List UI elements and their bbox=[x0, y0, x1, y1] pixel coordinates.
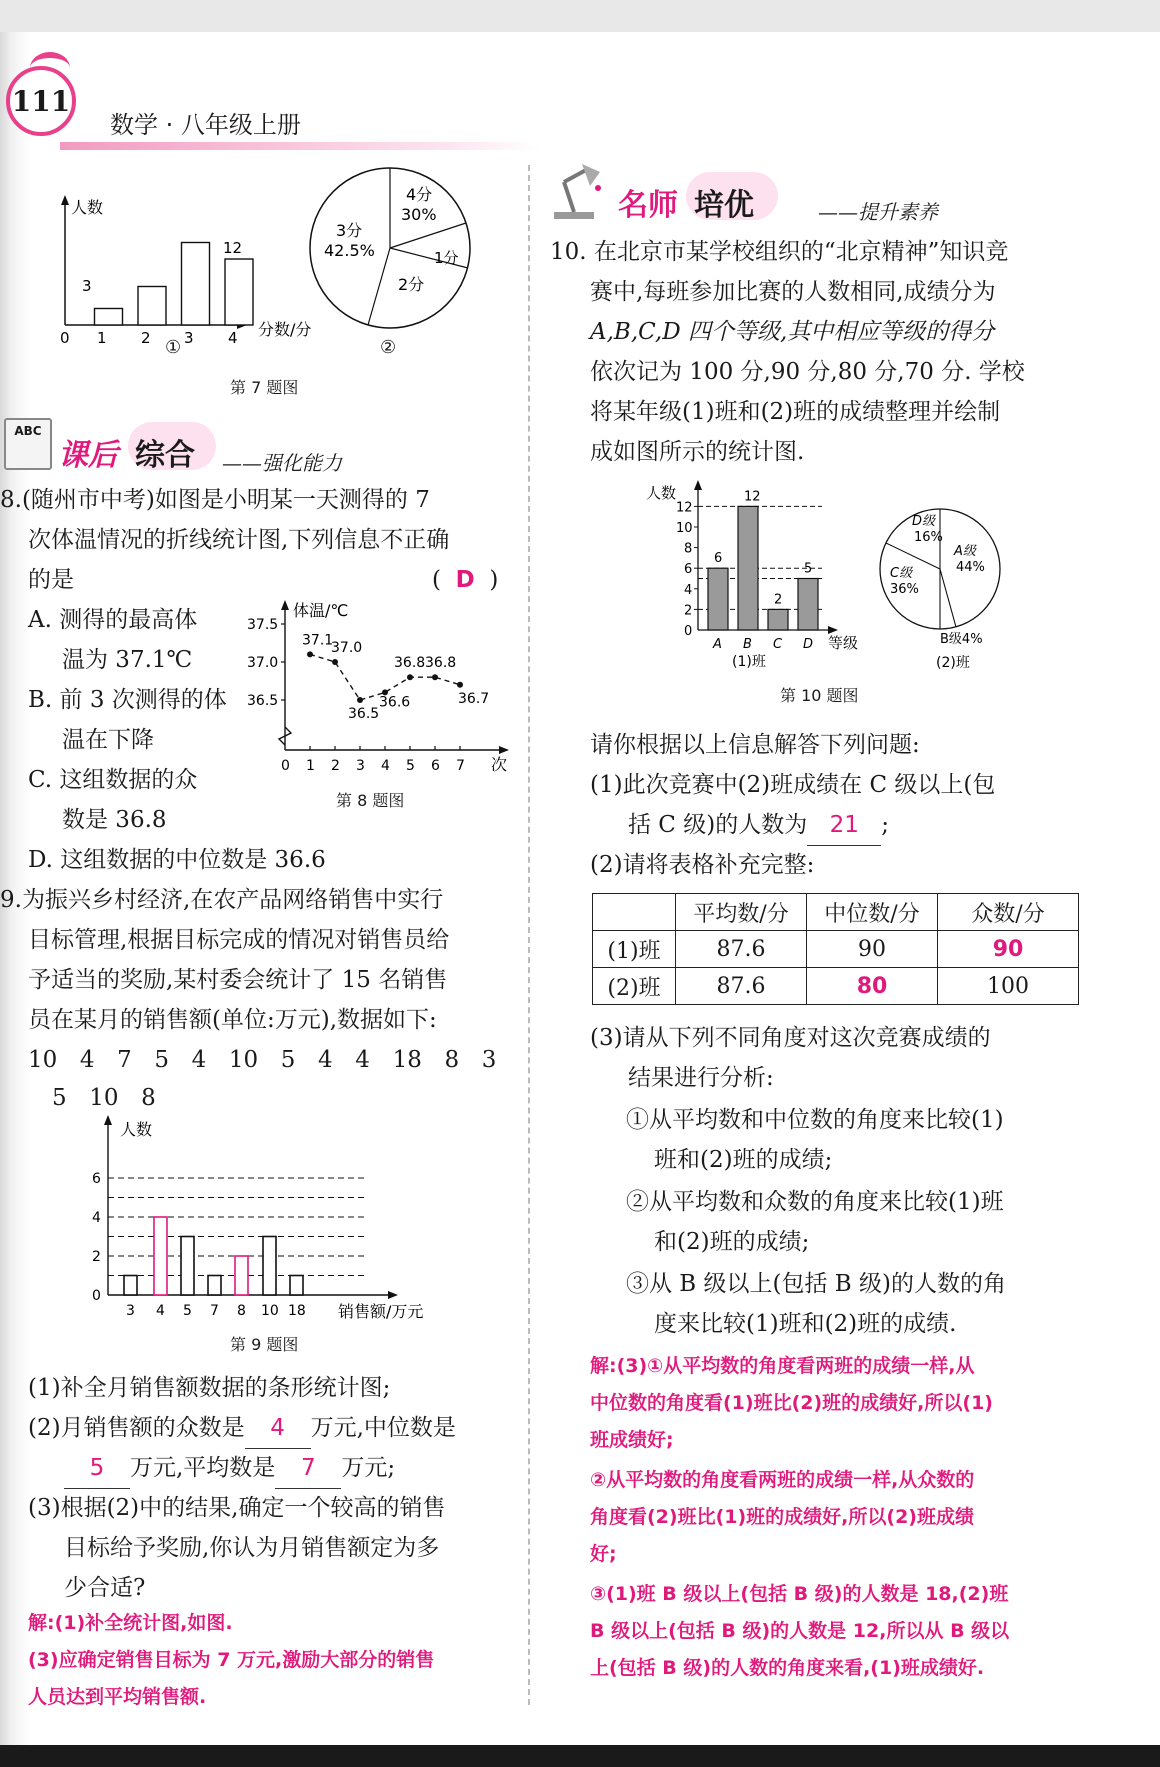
fig7-bar bbox=[182, 243, 210, 326]
fig8-xtick-label: 0 bbox=[281, 758, 290, 774]
fig8-point bbox=[307, 651, 313, 657]
fig7-pie-4p: 30% bbox=[401, 205, 437, 224]
fig10-pie-ap: 44% bbox=[956, 560, 985, 575]
q10-part3-line2: 结果进行分析: bbox=[628, 1065, 774, 1091]
fig8-point bbox=[332, 659, 338, 665]
q8-optB-1: B. 前 3 次测得的体 bbox=[28, 687, 227, 713]
fig8-xlabel: 次 bbox=[491, 755, 508, 774]
q8-line2: 次体温情况的折线统计图,下列信息不正确 bbox=[28, 527, 450, 553]
q8-optA-2: 温为 37.1℃ bbox=[62, 647, 193, 673]
fig9-bar bbox=[290, 1276, 303, 1296]
q9-line1: 9.为振兴乡村经济,在农产品网络销售中实行 bbox=[0, 887, 444, 913]
q9-part2-text-c: 万元,平均数是 bbox=[130, 1455, 276, 1481]
fig7-pie-3p: 42.5% bbox=[324, 241, 375, 260]
fig7-pie-marker: ② bbox=[380, 337, 397, 358]
table-cell: 100 bbox=[938, 968, 1079, 1005]
q9-part2-text-a: (2)月销售额的众数是 bbox=[28, 1415, 245, 1441]
q10-part1-line2 bbox=[628, 805, 889, 846]
q10-sub2-line2: 和(2)班的成绩; bbox=[654, 1229, 810, 1255]
table-header-row bbox=[593, 894, 1079, 931]
q10-part1-text: 括 C 级)的人数为 bbox=[628, 812, 808, 838]
fig10-ylabel: 人数 bbox=[646, 484, 677, 502]
q9-part3-line1: (3)根据(2)中的结果,确定一个较高的销售 bbox=[28, 1495, 446, 1521]
fig7-bar-label-small: 3 bbox=[82, 277, 92, 295]
fig9-ytick-label: 6 bbox=[92, 1171, 101, 1187]
q9-line3: 予适当的奖励,某村委会统计了 15 名销售 bbox=[28, 967, 448, 993]
table-cell-answer: 90 bbox=[938, 931, 1079, 968]
section1-title-b: 综合 bbox=[135, 438, 195, 473]
fig8-ytick-label: 36.5 bbox=[247, 693, 279, 709]
q8-optD: D. 这组数据的中位数是 36.6 bbox=[28, 847, 326, 873]
table-row bbox=[593, 968, 1079, 1005]
fig8-point-label: 36.6 bbox=[379, 694, 411, 711]
fig10-bar-chart bbox=[640, 478, 870, 668]
q9-data-line1: 10 4 7 5 4 10 5 4 4 18 8 3 bbox=[28, 1047, 497, 1073]
fig7-bar-ylabel: 人数 bbox=[71, 198, 104, 217]
fig8-point bbox=[457, 682, 463, 688]
fig8-point-label: 36.7 bbox=[458, 690, 490, 707]
fig7-tick-2: 2 bbox=[141, 329, 151, 347]
q8-optB-2: 温在下降 bbox=[62, 727, 154, 753]
fig8-xtick-label: 4 bbox=[381, 758, 390, 774]
q10-solution-8: B 级以上(包括 B 级)的人数是 12,所以从 B 级以 bbox=[590, 1620, 1010, 1642]
fig7-bar bbox=[138, 287, 166, 326]
table-cell: 90 bbox=[807, 931, 938, 968]
fig9-bar bbox=[181, 1237, 194, 1296]
q10-line4: 依次记为 100 分,90 分,80 分,70 分. 学校 bbox=[590, 359, 1025, 385]
q9-solution-2: (3)应确定销售目标为 7 万元,激励大部分的销售 bbox=[28, 1649, 435, 1671]
q9-part2-line1 bbox=[28, 1408, 456, 1449]
fig9-xtick-label: 18 bbox=[288, 1303, 306, 1319]
header-underline bbox=[60, 142, 540, 150]
fig7-pie-1: 1分 bbox=[434, 249, 459, 267]
fig8-ylabel: 体温/℃ bbox=[293, 601, 349, 620]
fig10-pie-marker: (2)班 bbox=[936, 655, 970, 671]
fig10-xtick-label: B bbox=[743, 637, 752, 652]
fig8-caption: 第 8 题图 bbox=[336, 791, 405, 810]
table-cell: (2)班 bbox=[593, 968, 676, 1005]
q10-solution-5: 角度看(2)班比(1)班的成绩好,所以(2)班成绩 bbox=[590, 1506, 974, 1528]
fig7-tick-0: 0 bbox=[60, 329, 70, 347]
fig10-pie-b: B级4% bbox=[940, 632, 983, 647]
fig10-bar-label: 12 bbox=[744, 489, 761, 505]
fig10-pie-dp: 16% bbox=[914, 530, 943, 545]
table-row bbox=[593, 931, 1079, 968]
q9-median-answer: 5 bbox=[64, 1448, 130, 1489]
fig8-xtick-label: 2 bbox=[331, 758, 340, 774]
top-bar bbox=[0, 0, 1160, 32]
fig9-bar bbox=[235, 1256, 248, 1295]
fig10-ytick-label: 0 bbox=[684, 624, 693, 639]
fig7-bar bbox=[95, 309, 123, 326]
section1-icon bbox=[4, 418, 52, 470]
lamp-icon bbox=[548, 160, 608, 222]
book-title: 数学 · 八年级上册 bbox=[110, 111, 301, 139]
fig9-bar bbox=[263, 1237, 276, 1296]
fig7-tick-4: 4 bbox=[228, 329, 238, 347]
q9-mean-answer: 7 bbox=[275, 1448, 341, 1489]
fig7-bar bbox=[225, 259, 253, 325]
section2-title-a: 名师 bbox=[618, 188, 678, 223]
q10-line6: 成如图所示的统计图. bbox=[590, 439, 805, 465]
q10-part3-line1: (3)请从下列不同角度对这次竞赛成绩的 bbox=[590, 1025, 991, 1051]
fig8-point bbox=[432, 674, 438, 680]
fig10-ytick-label: 2 bbox=[684, 603, 693, 619]
fig10-bar bbox=[708, 568, 728, 630]
q8-optA-1: A. 测得的最高体 bbox=[28, 607, 198, 633]
fig10-ytick-label: 12 bbox=[676, 500, 693, 516]
fig9-caption: 第 9 题图 bbox=[230, 1335, 299, 1354]
q10-line3: A,B,C,D 四个等级,其中相应等级的得分 bbox=[590, 319, 995, 345]
fig7-bar-xlabel: 分数/分 bbox=[258, 320, 312, 339]
q10-part1-end: ; bbox=[881, 812, 889, 838]
fig10-xtick-label: D bbox=[803, 637, 814, 652]
fig10-bar bbox=[798, 579, 818, 631]
q9-data-line2: 5 10 8 bbox=[52, 1085, 156, 1111]
table-header-cell: 众数/分 bbox=[938, 894, 1079, 931]
fig8-xtick-label: 5 bbox=[406, 758, 415, 774]
q10-solution-9: 上(包括 B 级)的人数的角度来看,(1)班成绩好. bbox=[590, 1657, 985, 1679]
q8-optC-1: C. 这组数据的众 bbox=[28, 767, 198, 793]
section1-subtitle: ——强化能力 bbox=[222, 451, 342, 475]
fig9-xtick-label: 8 bbox=[237, 1303, 246, 1319]
section2-title-b: 培优 bbox=[694, 188, 754, 223]
fig10-pie-d: D级 bbox=[912, 514, 936, 529]
fig10-bar-label: 6 bbox=[714, 551, 723, 567]
fig9-xtick-label: 3 bbox=[126, 1303, 135, 1319]
fig7-pie-2: 2分 bbox=[398, 275, 425, 294]
fig9-bar bbox=[208, 1276, 221, 1296]
q10-solution-6: 好; bbox=[590, 1543, 617, 1565]
fig9-xtick-label: 4 bbox=[156, 1303, 165, 1319]
fig8-point-label: 36.8 bbox=[394, 655, 426, 672]
bottom-bar bbox=[0, 1745, 1160, 1767]
fig9-bar-chart bbox=[80, 1115, 460, 1330]
fig10-bar-marker: (1)班 bbox=[732, 654, 766, 668]
column-divider bbox=[528, 165, 530, 1705]
fig9-xtick-label: 5 bbox=[183, 1303, 192, 1319]
table-header-cell bbox=[593, 894, 676, 931]
fig7-bar-label-value: 12 bbox=[223, 239, 243, 257]
section2-subtitle: ——提升素养 bbox=[818, 200, 938, 224]
q9-line4: 员在某月的销售额(单位:万元),数据如下: bbox=[28, 1007, 437, 1033]
q9-part2-text-d: 万元; bbox=[341, 1455, 396, 1481]
q8-answer-bracket: ( D ) bbox=[432, 567, 499, 593]
fig7-caption: 第 7 题图 bbox=[230, 378, 299, 397]
q10-part1-line1: (1)此次竞赛中(2)班成绩在 C 级以上(包 bbox=[590, 772, 996, 798]
q10-sub3-line2: 度来比较(1)班和(2)班的成绩. bbox=[654, 1311, 957, 1337]
fig8-point bbox=[357, 697, 363, 703]
fig10-xtick-label: A bbox=[713, 637, 722, 652]
fig8-point-label: 36.5 bbox=[348, 706, 380, 722]
fig10-ytick-label: 4 bbox=[684, 582, 693, 598]
fig8-point-label: 37.0 bbox=[331, 640, 363, 656]
q9-part3-line3: 少合适? bbox=[64, 1575, 146, 1601]
fig8-ytick-label: 37.0 bbox=[247, 655, 279, 671]
fig9-xlabel: 销售额/万元 bbox=[338, 1302, 424, 1321]
fig9-ytick-label: 0 bbox=[92, 1288, 101, 1304]
fig8-point bbox=[407, 674, 413, 680]
section1-icon-text: ABC bbox=[14, 424, 42, 438]
q10-solution-3: 班成绩好; bbox=[590, 1429, 674, 1451]
fig10-pie-chart bbox=[878, 495, 1008, 675]
fig9-bar bbox=[154, 1217, 167, 1295]
q10-line2: 赛中,每班参加比赛的人数相同,成绩分为 bbox=[590, 279, 996, 305]
fig8-ytick-label: 37.5 bbox=[247, 617, 279, 633]
q10-solution-7: ③(1)班 B 级以上(包括 B 级)的人数是 18,(2)班 bbox=[590, 1583, 1009, 1605]
q9-part2-line2 bbox=[64, 1448, 395, 1489]
fig8-xtick-label: 7 bbox=[456, 758, 465, 774]
q8-line3: 的是 bbox=[28, 567, 74, 593]
section1-title-a: 课后 bbox=[58, 438, 118, 473]
table-cell-answer: 80 bbox=[807, 968, 938, 1005]
fig10-caption: 第 10 题图 bbox=[780, 686, 859, 705]
fig8-xtick-label: 1 bbox=[306, 758, 315, 774]
table-cell: 87.6 bbox=[676, 968, 807, 1005]
q10-sub2-line1: ②从平均数和众数的角度来比较(1)班 bbox=[626, 1189, 1004, 1215]
q10-sub1-line1: ①从平均数和中位数的角度来比较(1) bbox=[626, 1107, 1004, 1133]
fig10-ytick-label: 10 bbox=[676, 521, 693, 536]
fig7-bar-chart bbox=[45, 195, 325, 355]
q10-part2: (2)请将表格补充完整: bbox=[590, 852, 815, 878]
fig8-point-label: 36.8 bbox=[425, 655, 457, 672]
q9-part2-text-b: 万元,中位数是 bbox=[310, 1415, 456, 1441]
fig10-xtick-label: C bbox=[773, 637, 783, 652]
fig10-pie-a: A级 bbox=[954, 544, 976, 559]
fig10-bar bbox=[768, 609, 788, 630]
q10-solution-1: 解:(3)①从平均数的角度看两班的成绩一样,从 bbox=[590, 1355, 975, 1377]
fig7-pie-3: 3分 bbox=[336, 221, 363, 240]
q10-line5: 将某年级(1)班和(2)班的成绩整理并绘制 bbox=[590, 399, 1001, 425]
table-cell: (1)班 bbox=[593, 931, 676, 968]
fig9-bar bbox=[124, 1276, 137, 1296]
q8-optC-2: 数是 36.8 bbox=[62, 807, 167, 833]
table-cell: 87.6 bbox=[676, 931, 807, 968]
q9-mode-answer: 4 bbox=[245, 1408, 311, 1449]
fig7-bar-marker: ① bbox=[165, 337, 182, 358]
fig10-pie-cp: 36% bbox=[890, 582, 919, 597]
fig9-xtick-label: 7 bbox=[210, 1303, 219, 1319]
fig8-xtick-label: 6 bbox=[431, 758, 440, 774]
q10-solution-4: ②从平均数的角度看两班的成绩一样,从众数的 bbox=[590, 1469, 975, 1491]
q10-part1-answer: 21 bbox=[807, 805, 881, 846]
fig9-ylabel: 人数 bbox=[120, 1120, 153, 1139]
q8-line1: 8.(随州市中考)如图是小明某一天测得的 7 bbox=[0, 487, 430, 513]
q9-solution-1: 解:(1)补全统计图,如图. bbox=[28, 1612, 233, 1634]
fig10-pie-c: C级 bbox=[890, 566, 913, 581]
page-number: 111 bbox=[6, 66, 76, 136]
q10-result-table bbox=[592, 893, 1079, 1005]
q10-sub1-line2: 班和(2)班的成绩; bbox=[654, 1147, 833, 1173]
fig10-bar bbox=[738, 506, 758, 630]
q10-intro: 请你根据以上信息解答下列问题: bbox=[590, 732, 920, 758]
fig10-bar-label: 2 bbox=[774, 592, 783, 608]
fig7-pie-chart bbox=[298, 160, 488, 340]
fig8-line-chart bbox=[245, 600, 515, 775]
fig8-xtick-label: 3 bbox=[356, 758, 365, 774]
table-header-cell: 中位数/分 bbox=[807, 894, 938, 931]
table-header-cell: 平均数/分 bbox=[676, 894, 807, 931]
fig10-bar-label: 5 bbox=[804, 561, 813, 577]
fig8-point-label: 37.1 bbox=[302, 632, 334, 649]
fig9-ytick-label: 2 bbox=[92, 1249, 101, 1265]
fig7-pie-4: 4分 bbox=[406, 185, 433, 204]
q10-line1: 10. 在北京市某学校组织的“北京精神”知识竞 bbox=[550, 239, 1009, 265]
fig9-ytick-label: 4 bbox=[92, 1210, 101, 1226]
q10-solution-2: 中位数的角度看(1)班比(2)班的成绩好,所以(1) bbox=[590, 1392, 993, 1414]
fig7-tick-3: 3 bbox=[184, 329, 194, 347]
fig10-ytick-label: 8 bbox=[684, 541, 693, 557]
q8-answer: D bbox=[455, 567, 475, 593]
q9-solution-3: 人员达到平均销售额. bbox=[28, 1686, 207, 1708]
fig10-xlabel: 等级 bbox=[828, 634, 859, 652]
q9-part3-line2: 目标给予奖励,你认为月销售额定为多 bbox=[64, 1535, 440, 1561]
fig10-ytick-label: 6 bbox=[684, 562, 693, 578]
q10-sub3-line1: ③从 B 级以上(包括 B 级)的人数的角 bbox=[626, 1271, 1006, 1297]
q9-part1: (1)补全月销售额数据的条形统计图; bbox=[28, 1375, 391, 1401]
fig9-xtick-label: 10 bbox=[261, 1303, 279, 1319]
q9-line2: 目标管理,根据目标完成的情况对销售员给 bbox=[28, 927, 450, 953]
fig7-tick-1: 1 bbox=[97, 329, 107, 347]
